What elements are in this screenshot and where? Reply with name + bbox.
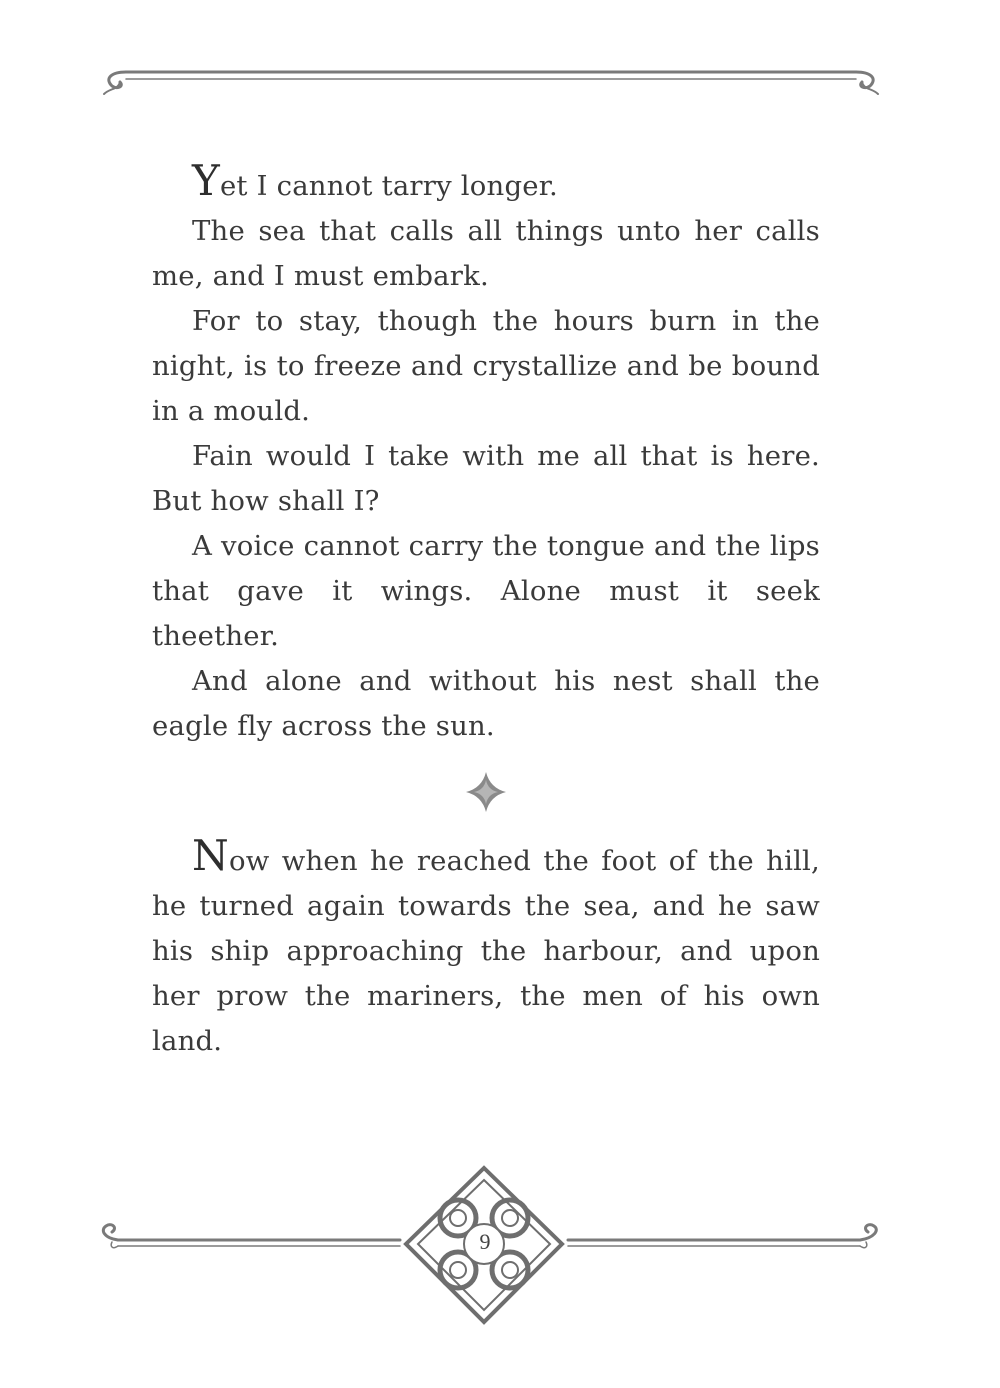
top-border-ornament bbox=[104, 72, 878, 94]
paragraph: For to stay, though the hours burn in the night, is to freeze and crystallize and be bound in a mould. bbox=[152, 305, 820, 427]
passage-one bbox=[152, 156, 820, 749]
page-number: 9 bbox=[479, 1229, 491, 1254]
passage-one-opening bbox=[152, 156, 820, 209]
paragraph: And alone and without his nest shall the eagle fly across the sun. bbox=[152, 665, 820, 742]
dropcap-y: Y bbox=[192, 156, 220, 205]
paragraph: A voice cannot carry the tongue and the lips that gave it wings. Alone must it seek theether. bbox=[152, 530, 820, 652]
opening-line: et I cannot tarry longer. bbox=[219, 170, 558, 202]
dropcap-n: N bbox=[192, 831, 229, 880]
paragraph: The sea that calls all things unto her calls me, and I must embark. bbox=[152, 215, 820, 292]
passage-two-text: ow when he reached the foot of the hill, he turned again towards the sea, and he saw his ship approaching the harbour, and upon her prow the mariners, the men of his own land. bbox=[152, 845, 820, 1057]
paragraph: Fain would I take with me all that is here. But how shall I? bbox=[152, 440, 820, 517]
passage-two bbox=[152, 831, 820, 1064]
passage-two-opening bbox=[152, 831, 820, 1064]
section-divider-diamond bbox=[466, 772, 506, 812]
